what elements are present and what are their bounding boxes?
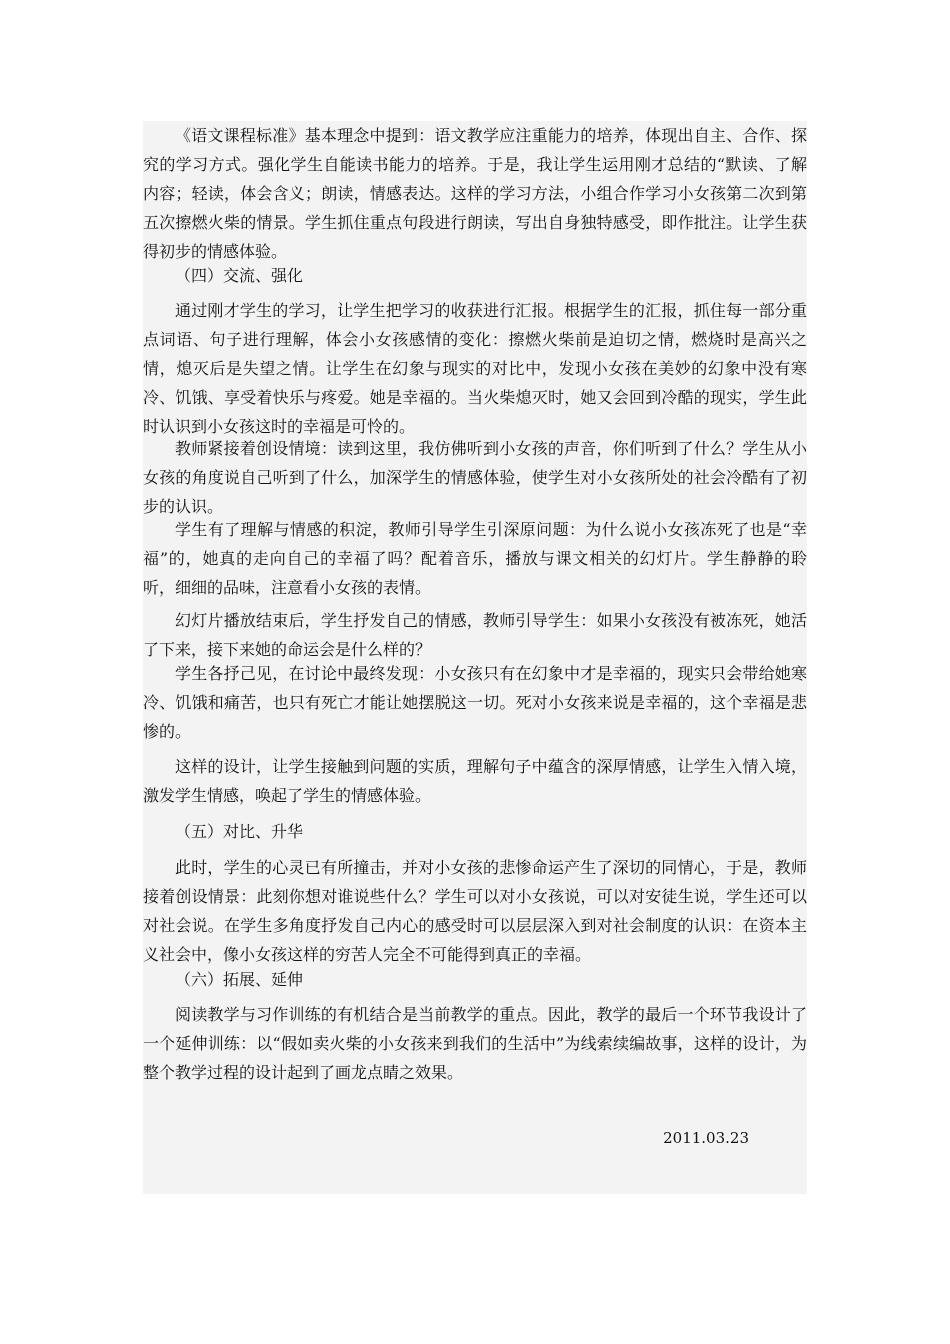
paragraph-intro: 《语文课程标准》基本理念中提到：语文教学应注重能力的培养，体现出自主、合作、探究的学习方式。强化学生自能读书能力的培养。于是，我让学生运用刚才总结的“默读、了解内容；轻读，体会含义；朗读，情感表达。这样的学习方法，小组合作学习小女孩第二次到第五次擦燃火柴的情景。学生抓住重点句段进行朗读，写出自身独特感受，即作批注。让学生获得初步的情感体验。 (143, 126, 807, 261)
section-heading-6: （六）拓展、延伸 (175, 970, 304, 989)
paragraph-design-effect: 这样的设计，让学生接触到问题的实质，理解句子中蕴含的深厚情感，让学生入情入境，激发学生情感，唤起了学生的情感体验。 (143, 757, 807, 805)
paragraph-extension: 阅读教学与习作训练的有机结合是当前教学的重点。因此，教学的最后一个环节我设计了一个延伸训练：以“假如卖火柴的小女孩来到我们的生活中”为线索续编故事，这样的设计，为整个教学过程的设计起到了画龙点睛之效果。 (143, 1005, 807, 1082)
paragraph-slides-end: 幻灯片播放结束后，学生抒发自己的情感，教师引导学生：如果小女孩没有被冻死，她活了下来，接下来她的命运会是什么样的？ (143, 611, 807, 659)
paragraph-deep-question: 学生有了理解与情感的积淀，教师引导学生引深原问题：为什么说小女孩冻死了也是“幸福”的，她真的走向自己的幸福了吗？配着音乐，播放与课文相关的幻灯片。学生静静的聆听，细细的品味，注意看小女孩的表情。 (143, 520, 807, 597)
document-date: 2011.03.23 (663, 1129, 749, 1147)
paragraph-teacher-scenario: 教师紧接着创设情境：读到这里，我仿佛听到小女孩的声音，你们听到了什么？学生从小女孩的角度说自己听到了什么，加深学生的情感体验，使学生对小女孩所处的社会冷酷有了初步的认识。 (143, 439, 807, 516)
section-heading-5: （五）对比、升华 (175, 822, 304, 841)
section-heading-4: （四）交流、强化 (175, 266, 304, 285)
document-page (143, 121, 807, 1194)
paragraph-exchange: 通过刚才学生的学习，让学生把学习的收获进行汇报。根据学生的汇报，抓住每一部分重点词语、句子进行理解，体会小女孩感情的变化：擦燃火柴前是迫切之情，燃烧时是高兴之情，熄灭后是失望之情。让学生在幻象与现实的对比中，发现小女孩在美妙的幻象中没有寒冷、饥饿、享受着快乐与疼爱。她是幸福的。当火柴熄灭时，她又会回到冷酷的现实，学生此时认识到小女孩这时的幸福是可怜的。 (143, 301, 807, 436)
paragraph-discussion: 学生各抒己见，在讨论中最终发现：小女孩只有在幻象中才是幸福的，现实只会带给她寒冷、饥饿和痛苦，也只有死亡才能让她摆脱这一切。死对小女孩来说是幸福的，这个幸福是悲惨的。 (143, 664, 807, 741)
paragraph-contrast: 此时，学生的心灵已有所撞击，并对小女孩的悲惨命运产生了深切的同情心，于是，教师接着创设情景：此刻你想对谁说些什么？学生可以对小女孩说，可以对安徒生说，学生还可以对社会说。在学生多角度抒发自己内心的感受时可以层层深入到对社会制度的认识：在资本主义社会中，像小女孩这样的穷苦人完全不可能得到真正的幸福。 (143, 858, 807, 964)
